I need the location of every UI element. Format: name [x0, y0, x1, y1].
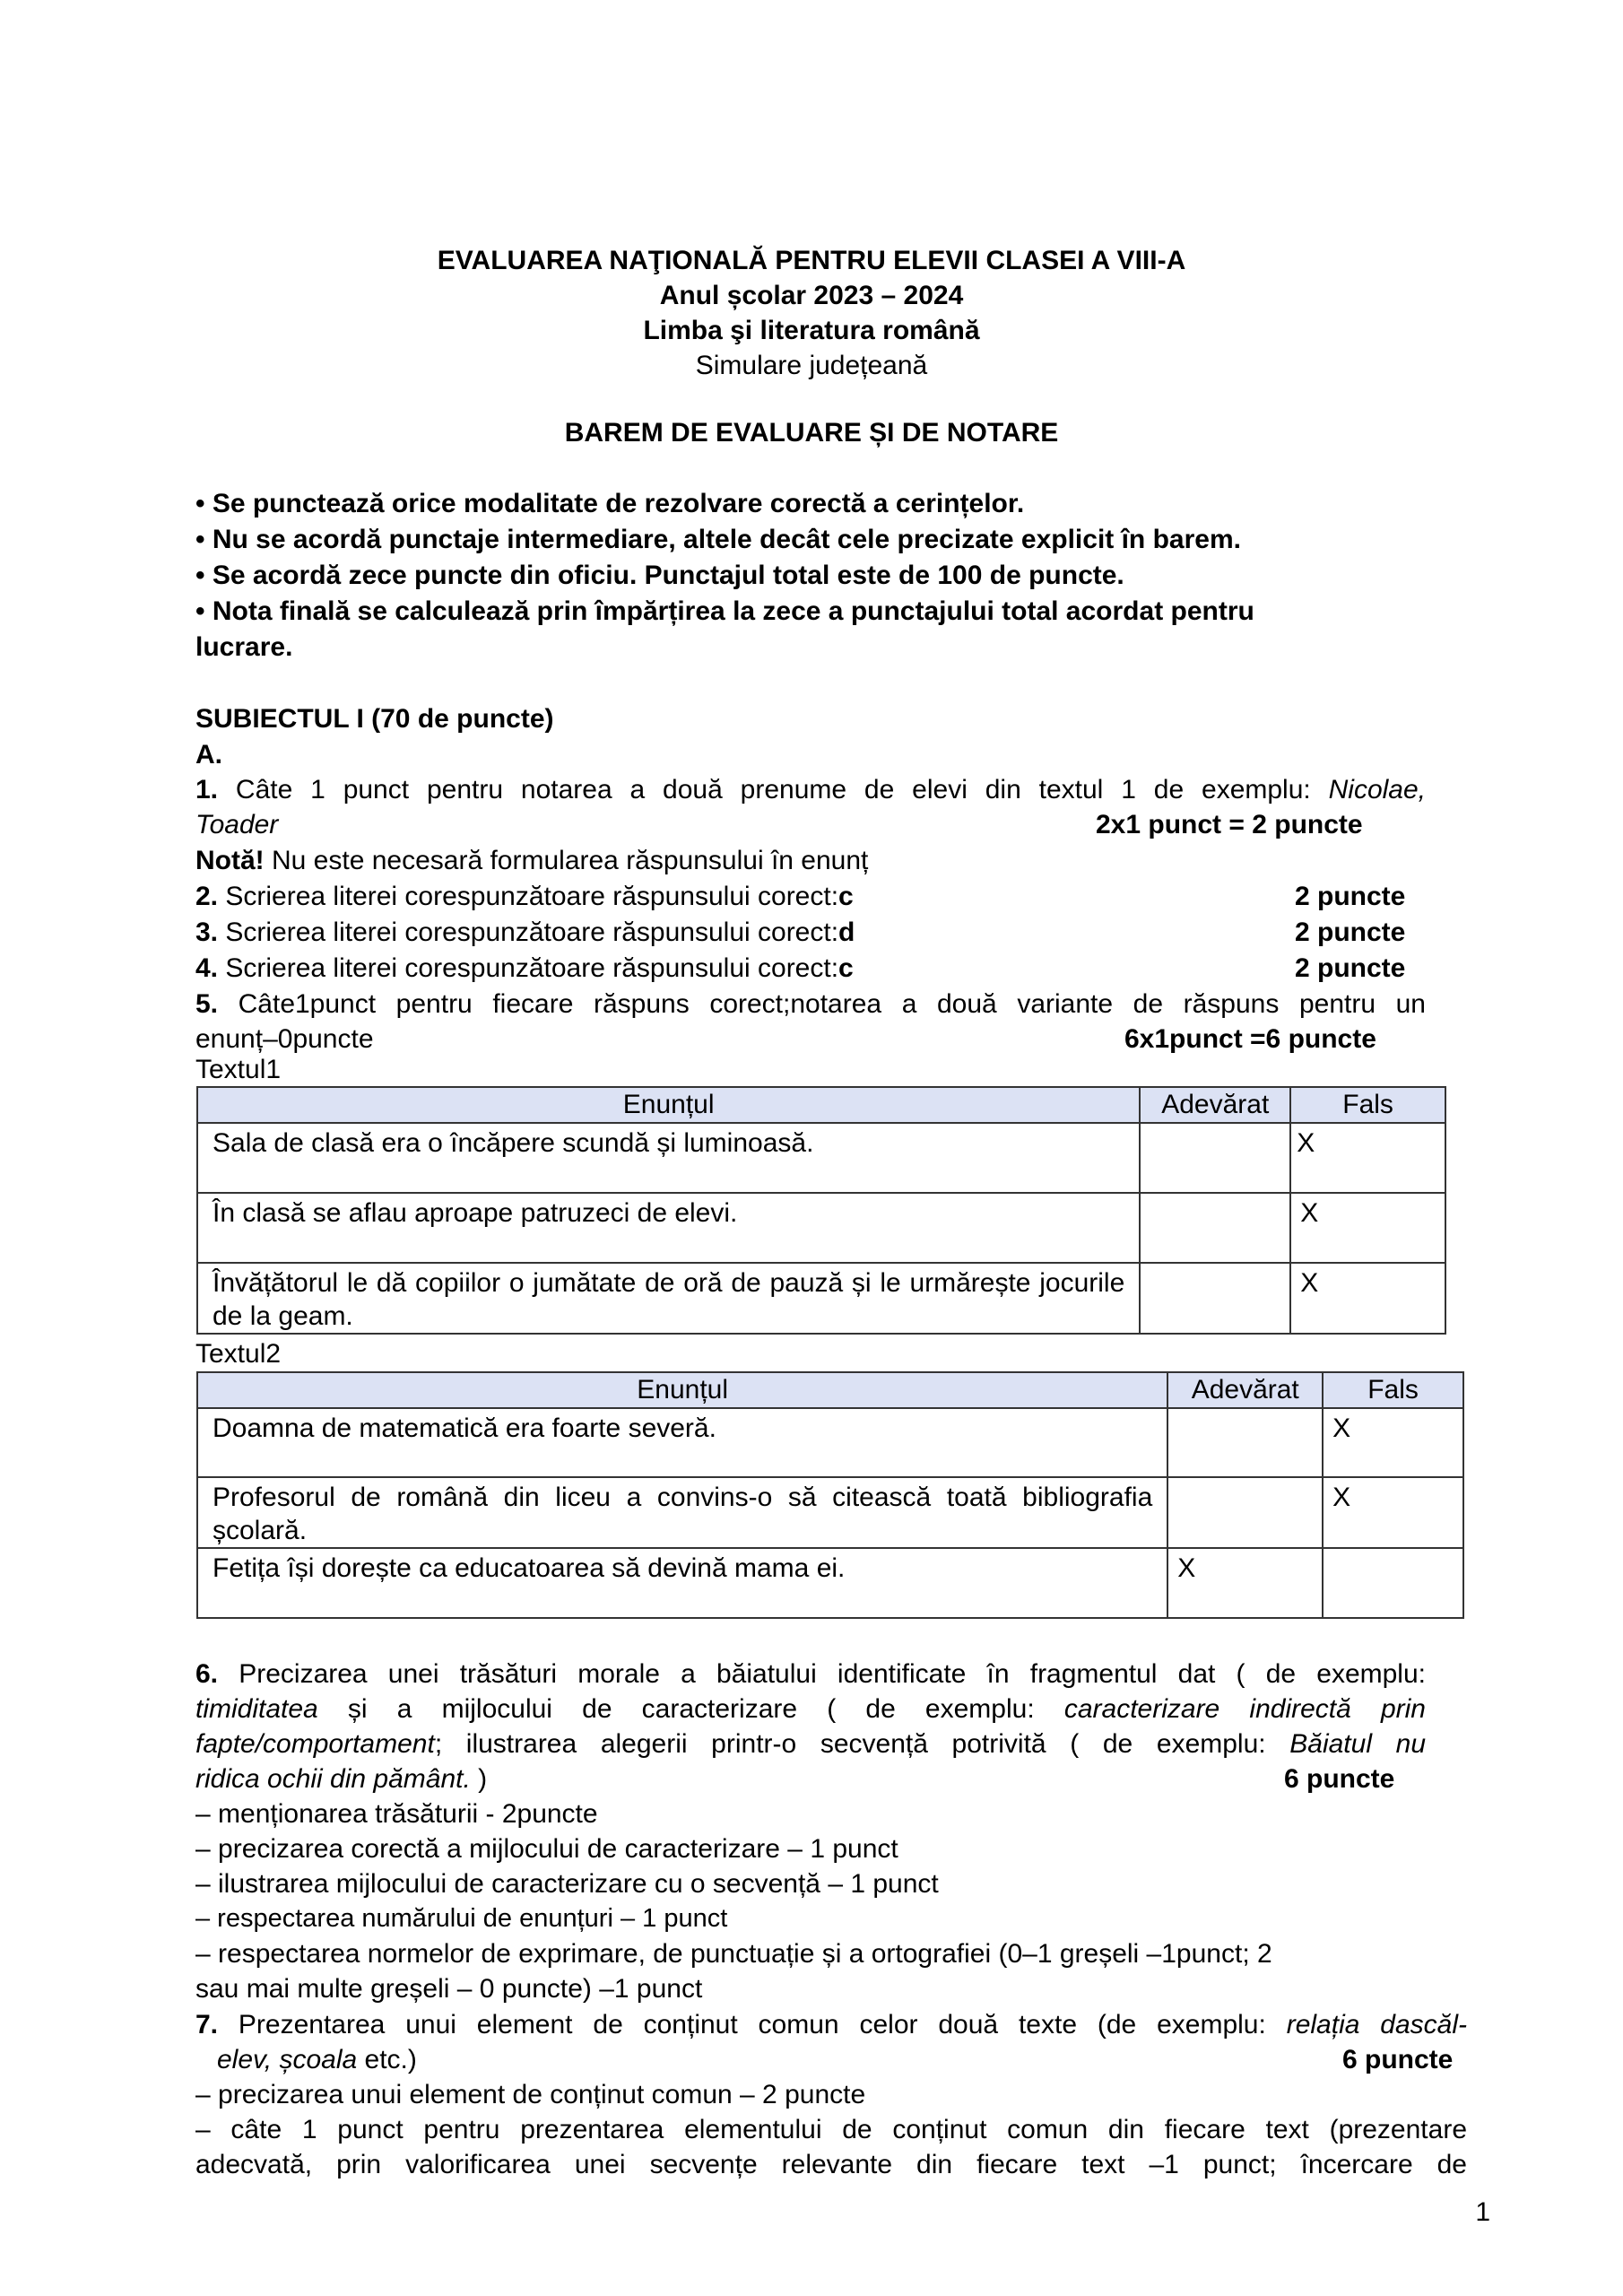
col-header-statement: Enunțul: [197, 1087, 1140, 1123]
q6-criterion-cont: sau mai multe greșeli – 0 puncte) –1 punct: [195, 1974, 703, 2004]
q6-score: 6 puncte: [1284, 1764, 1395, 1794]
q2-answer: c: [838, 882, 854, 911]
rule-2: • Nu se acordă punctaje intermediare, altele decât cele precizate explicit în barem.: [195, 525, 1241, 554]
q1-example2: Toader: [195, 810, 279, 839]
q7-criterion: – precizarea unui element de conținut comun – 2 puncte: [195, 2080, 866, 2109]
q3-answer: d: [838, 918, 855, 947]
false-cell: X: [1290, 1263, 1445, 1334]
q1-note-text: Nu este necesară formularea răspunsului în enunț: [264, 846, 869, 875]
table-row: [197, 1477, 1463, 1548]
q6-text4: ): [470, 1764, 488, 1794]
q2-score: 2 puncte: [1295, 882, 1406, 911]
statement-cell: În clasă se aflau aproape patruzeci de elevi.: [197, 1193, 1140, 1263]
q1-note: [195, 848, 868, 874]
false-cell: [1323, 1548, 1463, 1618]
page-number: 1: [1475, 2197, 1490, 2227]
q7-line1: [195, 2012, 1467, 2039]
q5-line2: enunț–0puncte: [195, 1024, 374, 1054]
false-cell: X: [1290, 1123, 1445, 1193]
section-title: SUBIECTUL I (70 de puncte): [195, 704, 554, 734]
q6-criterion: – respectarea numărului de enunțuri – 1 punct: [195, 1904, 728, 1933]
q2-line: [195, 883, 854, 910]
table-header-row: [197, 1087, 1445, 1123]
true-cell: X: [1167, 1548, 1323, 1618]
table-row: [197, 1263, 1445, 1334]
false-cell: X: [1323, 1408, 1463, 1477]
q6-example-seq: Băiatul nu: [1289, 1729, 1427, 1759]
table-header-row: [197, 1372, 1463, 1408]
table1-label: Textul1: [195, 1055, 282, 1084]
q3-score: 2 puncte: [1295, 918, 1406, 947]
q7-num: 7.: [195, 2010, 219, 2039]
q7-criterion-text: – câte 1 punct pentru prezentarea elementului de conținut comun din fiecare text (prezentare: [195, 2115, 1467, 2144]
table-row: [197, 1548, 1463, 1618]
q4-num: 4.: [195, 953, 219, 983]
q1-score: 2x1 punct = 2 puncte: [1096, 810, 1363, 839]
q7-criterion-cont-text: adecvată, prin valorificarea unei secvențe relevante din fiecare text –1 punct; încercare de: [195, 2150, 1467, 2179]
section-part: A.: [195, 740, 222, 770]
rule-1: • Se punctează orice modalitate de rezolvare corectă a cerințelor.: [195, 489, 1025, 518]
false-cell: X: [1323, 1477, 1463, 1548]
statement-cell: Profesorul de română din liceu a convins-o să citească toată bibliografia școlară.: [197, 1477, 1167, 1548]
q1-text: Câte 1 punct pentru notarea a două prenume de elevi din textul 1 de exemplu:: [218, 775, 1329, 804]
exam-title: EVALUAREA NAŢIONALĂ PENTRU ELEVII CLASEI A VIII-A: [437, 246, 1186, 275]
false-cell: X: [1290, 1193, 1445, 1263]
q4-line: [195, 955, 854, 982]
q6-line3: [195, 1731, 1426, 1758]
col-header-true: Adevărat: [1140, 1087, 1290, 1123]
q1-example1: Nicolae,: [1328, 775, 1426, 804]
q2-num: 2.: [195, 882, 219, 911]
true-cell: [1167, 1408, 1323, 1477]
q6-text: Precizarea unei trăsături morale a băiatului identificate în fragmentul dat ( de exemplu:: [218, 1659, 1426, 1689]
q5-score: 6x1punct =6 puncte: [1124, 1024, 1376, 1054]
q1-line1: [195, 777, 1426, 804]
q6-criterion: – precizarea corectă a mijlocului de caracterizare – 1 punct: [195, 1834, 898, 1864]
statement-cell: Sala de clasă era o încăpere scundă și luminoasă.: [197, 1123, 1140, 1193]
q6-example-trait: timiditatea: [195, 1694, 318, 1724]
q4-text: Scrierea literei corespunzătoare răspunsului corect:: [218, 953, 839, 983]
q6-text3: ; ilustrarea alegerii printr-o secvență potrivită ( de exemplu:: [434, 1729, 1290, 1759]
q7-line2: [217, 2047, 417, 2074]
rule-3: • Se acordă zece puncte din oficiu. Punctajul total este de 100 de puncte.: [195, 561, 1124, 590]
q7-example: relația dascăl-: [1286, 2010, 1467, 2039]
q3-line: [195, 919, 855, 946]
q7-text: Prezentarea unui element de conținut comun celor două texte (de exemplu:: [218, 2010, 1287, 2039]
q6-line2: [195, 1696, 1426, 1723]
q7-score: 6 puncte: [1342, 2045, 1454, 2074]
q4-score: 2 puncte: [1295, 953, 1406, 983]
statement-cell: Fetița își dorește ca educatoarea să devină mama ei.: [197, 1548, 1167, 1618]
exam-type: Simulare județeană: [695, 351, 928, 380]
q3-num: 3.: [195, 918, 219, 947]
q6-criterion: – respectarea normelor de exprimare, de punctuație și a ortografiei (0–1 greșeli –1punct; 2: [195, 1939, 1272, 1969]
q7-criterion-cont: [195, 2152, 1467, 2179]
q1-note-label: Notă!: [195, 846, 265, 875]
true-cell: [1140, 1123, 1290, 1193]
q7-criterion: [195, 2117, 1467, 2144]
table-row: [197, 1193, 1445, 1263]
rule-4-cont: lucrare.: [195, 632, 293, 662]
statement-cell: Doamna de matematică era foarte severă.: [197, 1408, 1167, 1477]
q6-text2: și a mijlocului de caracterizare ( de exemplu:: [317, 1694, 1064, 1724]
col-header-true: Adevărat: [1167, 1372, 1323, 1408]
q6-num: 6.: [195, 1659, 219, 1689]
q6-example-method: caracterizare indirectă prin: [1063, 1694, 1426, 1724]
subject: Limba şi literatura română: [643, 316, 980, 345]
q6-example-seq-cont: ridica ochii din pământ.: [195, 1764, 471, 1794]
q6-line1: [195, 1661, 1426, 1688]
q5-text: Câte1punct pentru fiecare răspuns corect;notarea a două variante de răspuns pentru un: [218, 989, 1426, 1019]
table-row: [197, 1408, 1463, 1477]
q7-example-cont: elev, școala: [217, 2045, 358, 2074]
true-cell: [1140, 1193, 1290, 1263]
q6-example-method-cont: fapte/comportament: [195, 1729, 435, 1759]
col-header-statement: Enunțul: [197, 1372, 1167, 1408]
col-header-false: Fals: [1290, 1087, 1445, 1123]
table-text2: [196, 1371, 1464, 1619]
q4-answer: c: [838, 953, 854, 983]
q7-text2: etc.): [357, 2045, 417, 2074]
true-cell: [1140, 1263, 1290, 1334]
q6-criterion: – ilustrarea mijlocului de caracterizare cu o secvență – 1 punct: [195, 1869, 939, 1899]
doc-title: BAREM DE EVALUARE ȘI DE NOTARE: [564, 418, 1059, 448]
statement-cell: Învățătorul le dă copiilor o jumătate de oră de pauză și le urmărește jocurile de la geam.: [197, 1263, 1140, 1334]
q2-text: Scrierea literei corespunzătoare răspunsului corect:: [218, 882, 839, 911]
col-header-false: Fals: [1323, 1372, 1463, 1408]
q1-num: 1.: [195, 775, 219, 804]
rule-4: • Nota finală se calculează prin împărțirea la zece a punctajului total acordat pentru: [195, 596, 1254, 626]
q6-line4: [195, 1766, 487, 1793]
table-row: [197, 1123, 1445, 1193]
school-year: Anul școlar 2023 – 2024: [659, 281, 964, 310]
table-text1: [196, 1086, 1446, 1335]
q6-criterion: – menționarea trăsăturii - 2puncte: [195, 1799, 598, 1829]
q3-text: Scrierea literei corespunzătoare răspunsului corect:: [218, 918, 839, 947]
q5-num: 5.: [195, 989, 219, 1019]
q5-line1: [195, 991, 1426, 1018]
table2-label: Textul2: [195, 1339, 282, 1369]
true-cell: [1167, 1477, 1323, 1548]
